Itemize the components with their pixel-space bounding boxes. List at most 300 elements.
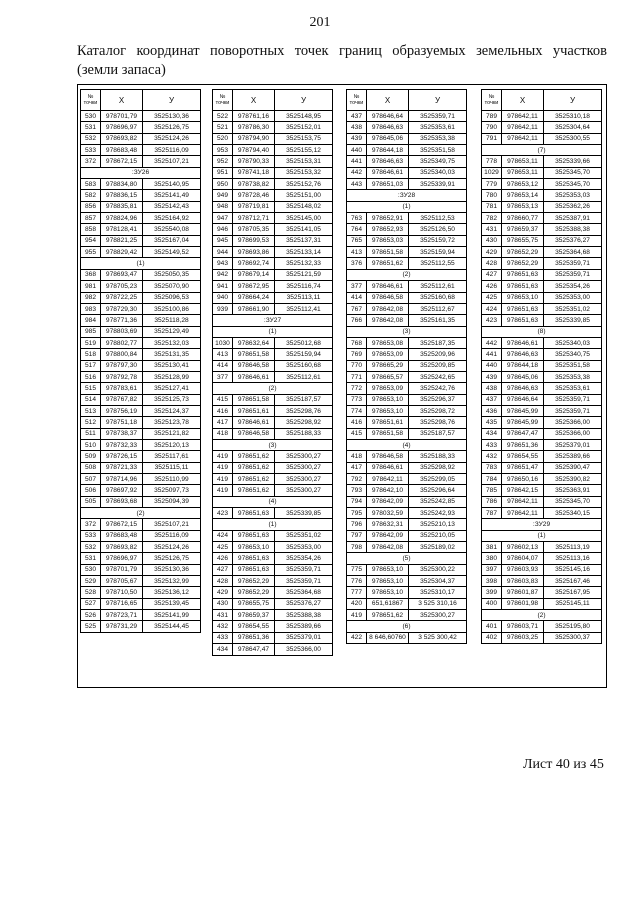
y-coordinate-cell: 3525159,94 [409,247,467,258]
x-coordinate-cell: 978738,37 [101,428,143,439]
y-coordinate-cell: 3525187,35 [409,337,467,348]
y-coordinate-cell: 3525110,99 [143,474,201,485]
point-number-cell: 428 [482,258,502,269]
y-coordinate-cell: 3525376,27 [275,598,333,609]
point-number-cell: 442 [347,167,367,178]
x-coordinate-cell: 978654,55 [502,451,544,462]
section-row [81,167,201,178]
point-number-cell: 940 [213,292,233,303]
y-coordinate-cell: 3525160,68 [409,292,467,303]
point-number-cell: 525 [81,621,101,632]
x-coordinate-cell: 978653,12 [502,179,544,190]
table-row [213,632,333,643]
table-row [81,292,201,303]
section-row [347,553,467,564]
y-coordinate-cell: 3525121,59 [275,269,333,280]
x-coordinate-cell: 978794,40 [233,145,275,156]
y-coordinate-cell: 3525340,15 [544,508,602,519]
header-x: X [367,90,409,111]
y-coordinate-cell: 3525153,31 [275,156,333,167]
y-coordinate-cell: 3525100,86 [143,303,201,314]
x-coordinate-cell: 978660,77 [502,213,544,224]
x-coordinate-cell: 978651,61 [367,417,409,428]
y-coordinate-cell: 3525140,95 [143,179,201,190]
table-row [482,508,602,519]
y-coordinate-cell: 3525195,80 [544,621,602,632]
table-row [213,247,333,258]
x-coordinate-cell: 978646,58 [233,360,275,371]
section-row [482,530,602,541]
point-number-cell: 770 [347,360,367,371]
x-coordinate-cell: 8 646,60760 [367,632,409,643]
table-row [81,598,201,609]
table-row [213,235,333,246]
y-coordinate-cell: 3525339,85 [544,315,602,326]
table-header-row [482,90,602,111]
table-row [347,247,467,258]
y-coordinate-cell: 3525139,45 [143,598,201,609]
x-coordinate-cell: 978642,11 [367,474,409,485]
point-number-cell: 1029 [482,167,502,178]
x-coordinate-cell: 978601,87 [502,587,544,598]
y-coordinate-cell: 3525339,66 [544,156,602,167]
x-coordinate-cell: 978723,71 [101,610,143,621]
table-row [213,179,333,190]
x-coordinate-cell: 978646,63 [502,349,544,360]
x-coordinate-cell: 978710,50 [101,587,143,598]
y-coordinate-cell: 3525167,46 [544,576,602,587]
y-coordinate-cell: 3525300,27 [275,474,333,485]
section-row [482,326,602,337]
x-coordinate-cell: 978644,18 [367,145,409,156]
table-row [213,553,333,564]
x-coordinate-cell: 978646,64 [502,394,544,405]
y-coordinate-cell: 3525364,68 [544,247,602,258]
x-coordinate-cell: 978651,62 [233,485,275,496]
table-row [81,439,201,450]
y-coordinate-cell: 3525339,85 [275,508,333,519]
section-row [213,439,333,450]
x-coordinate-cell: 978651,63 [502,315,544,326]
table-row [81,553,201,564]
x-coordinate-cell: 978697,92 [101,485,143,496]
point-number-cell: 939 [213,303,233,314]
x-coordinate-cell: 978786,30 [233,122,275,133]
x-coordinate-cell: 978645,99 [502,417,544,428]
point-number-cell: 438 [482,383,502,394]
header-num-label: точки [484,100,499,106]
table-row [482,564,602,575]
table-row [482,303,602,314]
table-header-row [347,90,467,111]
y-coordinate-cell: 3525116,09 [143,530,201,541]
y-coordinate-cell: 3525351,58 [544,360,602,371]
table-row [213,349,333,360]
point-number-cell: 433 [482,439,502,450]
section-label: :ЗУ29 [482,519,602,530]
x-coordinate-cell: 978645,06 [367,133,409,144]
point-number-cell: 784 [482,474,502,485]
table-row [213,360,333,371]
y-coordinate-cell: 3525359,71 [544,269,602,280]
x-coordinate-cell: 978651,36 [502,439,544,450]
y-coordinate-cell: 3525120,13 [143,439,201,450]
point-number-cell: 440 [347,145,367,156]
table-row [347,292,467,303]
point-number-cell: 945 [213,235,233,246]
x-coordinate-cell: 978646,63 [367,156,409,167]
y-coordinate-cell: 3525107,21 [143,156,201,167]
table-row [347,213,467,224]
x-coordinate-cell: 978651,62 [233,474,275,485]
point-number-cell: 519 [81,337,101,348]
header-x: X [502,90,544,111]
table-row [81,405,201,416]
x-coordinate-cell: 978653,09 [367,349,409,360]
y-coordinate-cell: 3525353,00 [544,292,602,303]
section-row [213,326,333,337]
table-row [482,349,602,360]
table-row [81,564,201,575]
point-number-cell: 418 [213,428,233,439]
point-number-cell: 941 [213,281,233,292]
y-coordinate-cell: 3525152,76 [275,179,333,190]
y-coordinate-cell: 3525300,27 [409,610,467,621]
table-row [213,587,333,598]
x-coordinate-cell: 978651,62 [233,462,275,473]
point-number-cell: 431 [213,610,233,621]
x-coordinate-cell: 978645,99 [502,405,544,416]
point-number-cell: 982 [81,292,101,303]
point-number-cell: 419 [347,610,367,621]
y-coordinate-cell: 3525390,47 [544,462,602,473]
section-label: (7) [482,145,602,156]
table-row [213,269,333,280]
table-row [81,111,201,122]
header-x: X [101,90,143,111]
y-coordinate-cell: 3525152,01 [275,122,333,133]
section-label: :ЗУ28 [347,190,467,201]
x-coordinate-cell: 978632,31 [367,519,409,530]
table-row [347,303,467,314]
table-row [347,122,467,133]
x-coordinate-cell: 978653,10 [502,292,544,303]
header-num-sign: № [219,94,226,100]
x-coordinate-cell: 978705,35 [233,224,275,235]
x-coordinate-cell: 978653,10 [367,394,409,405]
x-coordinate-cell: 978651,36 [233,632,275,643]
point-number-cell: 441 [482,349,502,360]
table-row [81,474,201,485]
point-number-cell: 419 [213,462,233,473]
point-number-cell: 506 [81,485,101,496]
x-coordinate-cell: 978714,96 [101,474,143,485]
x-coordinate-cell: 978767,82 [101,394,143,405]
y-coordinate-cell: 3525160,68 [275,360,333,371]
x-coordinate-cell: 978642,11 [502,122,544,133]
point-number-cell: 418 [347,451,367,462]
section-label: :ЗУ26 [81,167,201,178]
y-coordinate-cell: 3525359,71 [275,564,333,575]
point-number-cell: 430 [213,598,233,609]
point-number-cell: 522 [213,111,233,122]
table-row [81,303,201,314]
x-coordinate-cell: 978771,36 [101,315,143,326]
point-number-cell: 424 [482,303,502,314]
y-coordinate-cell: 3525130,36 [143,564,201,575]
table-row [81,383,201,394]
y-coordinate-cell: 3525298,76 [409,417,467,428]
x-coordinate-cell: 978651,63 [233,553,275,564]
header-point-number [482,90,502,111]
point-number-cell: 377 [347,281,367,292]
table-row [213,621,333,632]
y-coordinate-cell: 3525187,57 [275,394,333,405]
y-coordinate-cell: 3525189,02 [409,542,467,553]
table-row [213,371,333,382]
point-number-cell: 792 [347,474,367,485]
x-coordinate-cell: 978646,61 [233,417,275,428]
point-number-cell: 782 [482,213,502,224]
y-coordinate-cell: 3525121,82 [143,428,201,439]
table-row [482,417,602,428]
y-coordinate-cell: 3525299,05 [409,474,467,485]
point-number-cell: 508 [81,462,101,473]
header-num-label: точки [83,100,98,106]
x-coordinate-cell: 978683,48 [101,145,143,156]
x-coordinate-cell: 978672,95 [233,281,275,292]
y-coordinate-cell: 3525130,36 [143,111,201,122]
x-coordinate-cell: 978701,79 [101,564,143,575]
section-label: (6) [347,621,467,632]
table-row [482,371,602,382]
table-row [347,428,467,439]
table-row [81,519,201,530]
y-coordinate-cell: 3525366,00 [275,644,333,655]
table-row [482,201,602,212]
table-row [347,281,467,292]
point-number-cell: 779 [482,179,502,190]
y-coordinate-cell: 3525345,70 [544,167,602,178]
x-coordinate-cell: 978653,10 [367,587,409,598]
y-coordinate-cell: 3525141,05 [275,224,333,235]
point-number-cell: 955 [81,247,101,258]
point-number-cell: 512 [81,417,101,428]
point-number-cell: 527 [81,598,101,609]
point-number-cell: 423 [482,315,502,326]
table-row [81,360,201,371]
x-coordinate-cell: 978693,82 [101,542,143,553]
x-coordinate-cell: 978651,62 [233,451,275,462]
table-row [482,315,602,326]
y-coordinate-cell: 3525304,37 [409,576,467,587]
x-coordinate-cell: 978653,09 [367,383,409,394]
y-coordinate-cell: 3525540,08 [143,224,201,235]
table-row [347,485,467,496]
section-row [482,519,602,530]
y-coordinate-cell: 3525141,49 [143,190,201,201]
point-number-cell: 417 [347,462,367,473]
x-coordinate-cell: 978693,68 [101,496,143,507]
point-number-cell: 951 [213,167,233,178]
table-row [347,315,467,326]
y-coordinate-cell: 3525115,11 [143,462,201,473]
point-number-cell: 420 [347,598,367,609]
point-number-cell: 764 [347,224,367,235]
y-coordinate-cell: 3525353,61 [409,122,467,133]
section-label: (1) [347,201,467,212]
table-row [347,258,467,269]
x-coordinate-cell: 978653,11 [502,156,544,167]
y-coordinate-cell: 3525298,92 [409,462,467,473]
table-row [81,326,201,337]
x-coordinate-cell: 978653,10 [367,564,409,575]
table-row [482,587,602,598]
point-number-cell: 533 [81,145,101,156]
point-number-cell: 768 [347,337,367,348]
y-coordinate-cell: 3525210,13 [409,519,467,530]
y-coordinate-cell: 3525366,00 [544,428,602,439]
x-coordinate-cell: 978645,06 [502,371,544,382]
y-coordinate-cell: 3525353,00 [275,542,333,553]
section-row [213,383,333,394]
section-row [347,269,467,280]
y-coordinate-cell: 3525388,38 [275,610,333,621]
y-coordinate-cell: 3525304,64 [544,122,602,133]
header-y: У [275,90,333,111]
y-coordinate-cell: 3525070,90 [143,281,201,292]
x-coordinate-cell: 978803,69 [101,326,143,337]
x-coordinate-cell: 978651,63 [233,508,275,519]
point-number-cell: 368 [81,269,101,280]
point-number-cell: 429 [213,587,233,598]
x-coordinate-cell: 978602,13 [502,542,544,553]
y-coordinate-cell: 3525094,39 [143,496,201,507]
point-number-cell: 531 [81,553,101,564]
x-coordinate-cell: 978701,79 [101,111,143,122]
x-coordinate-cell: 978654,55 [233,621,275,632]
table-row [213,417,333,428]
table-row [482,190,602,201]
point-number-cell: 400 [482,598,502,609]
point-number-cell: 414 [347,292,367,303]
header-y: У [143,90,201,111]
table-row [347,405,467,416]
point-number-cell: 532 [81,542,101,553]
table-row [482,394,602,405]
point-number-cell: 398 [482,576,502,587]
x-coordinate-cell: 978705,67 [101,576,143,587]
point-number-cell: 518 [81,349,101,360]
coordinates-table-3 [346,89,467,644]
y-coordinate-cell: 3525107,21 [143,519,201,530]
x-coordinate-cell: 978642,11 [502,133,544,144]
y-coordinate-cell: 3525339,91 [409,179,467,190]
x-coordinate-cell: 978802,77 [101,337,143,348]
y-coordinate-cell: 3525388,38 [544,224,602,235]
table-row [213,508,333,519]
table-row [347,133,467,144]
point-number-cell: 950 [213,179,233,190]
table-row [213,564,333,575]
table-row [347,145,467,156]
point-number-cell: 426 [213,553,233,564]
point-number-cell: 423 [213,508,233,519]
table-row [482,542,602,553]
y-coordinate-cell: 3525112,61 [275,371,333,382]
y-coordinate-cell: 3 525 310,16 [409,598,467,609]
table-row [482,111,602,122]
point-number-cell: 434 [482,428,502,439]
x-coordinate-cell: 978721,33 [101,462,143,473]
header-num-label: точки [349,100,364,106]
point-number-cell: 781 [482,201,502,212]
table-row [482,576,602,587]
x-coordinate-cell: 978719,81 [233,201,275,212]
x-coordinate-cell: 978642,09 [367,496,409,507]
table-row [81,247,201,258]
y-coordinate-cell: 3525113,16 [544,553,602,564]
table-row [482,122,602,133]
x-coordinate-cell: 978821,25 [101,235,143,246]
table-row [482,224,602,235]
x-coordinate-cell: 978659,37 [502,224,544,235]
x-coordinate-cell: 978651,58 [367,247,409,258]
header-y: У [544,90,602,111]
point-number-cell: 531 [81,122,101,133]
x-coordinate-cell: 978652,29 [233,576,275,587]
x-coordinate-cell: 978705,23 [101,281,143,292]
section-label: (2) [81,508,201,519]
point-number-cell: 381 [482,542,502,553]
y-coordinate-cell: 3525126,75 [143,553,201,564]
point-number-cell: 773 [347,394,367,405]
x-coordinate-cell: 978738,82 [233,179,275,190]
section-label: (5) [347,553,467,564]
table-row [213,451,333,462]
x-coordinate-cell: 978646,61 [233,371,275,382]
point-number-cell: 419 [213,451,233,462]
point-number-cell: 511 [81,428,101,439]
y-coordinate-cell: 3525129,49 [143,326,201,337]
table-row [482,405,602,416]
header-num-sign: № [353,94,360,100]
point-number-cell: 432 [213,621,233,632]
section-row [347,190,467,201]
table-row [347,156,467,167]
x-coordinate-cell: 978647,47 [502,428,544,439]
header-point-number [213,90,233,111]
table-row [81,417,201,428]
table-row [482,179,602,190]
x-coordinate-cell: 978665,29 [367,360,409,371]
point-number-cell: 526 [81,610,101,621]
x-coordinate-cell: 978659,37 [233,610,275,621]
y-coordinate-cell: 3525145,16 [544,564,602,575]
x-coordinate-cell: 978696,97 [101,553,143,564]
table-row [81,587,201,598]
table-row [482,621,602,632]
point-number-cell: 769 [347,349,367,360]
table-row [347,111,467,122]
y-coordinate-cell: 3525112,67 [409,303,467,314]
point-number-cell: 766 [347,315,367,326]
x-coordinate-cell: 978032,59 [367,508,409,519]
x-coordinate-cell: 978651,03 [367,179,409,190]
y-coordinate-cell: 3525145,11 [544,598,602,609]
point-number-cell: 795 [347,508,367,519]
y-coordinate-cell: 3525164,92 [143,213,201,224]
